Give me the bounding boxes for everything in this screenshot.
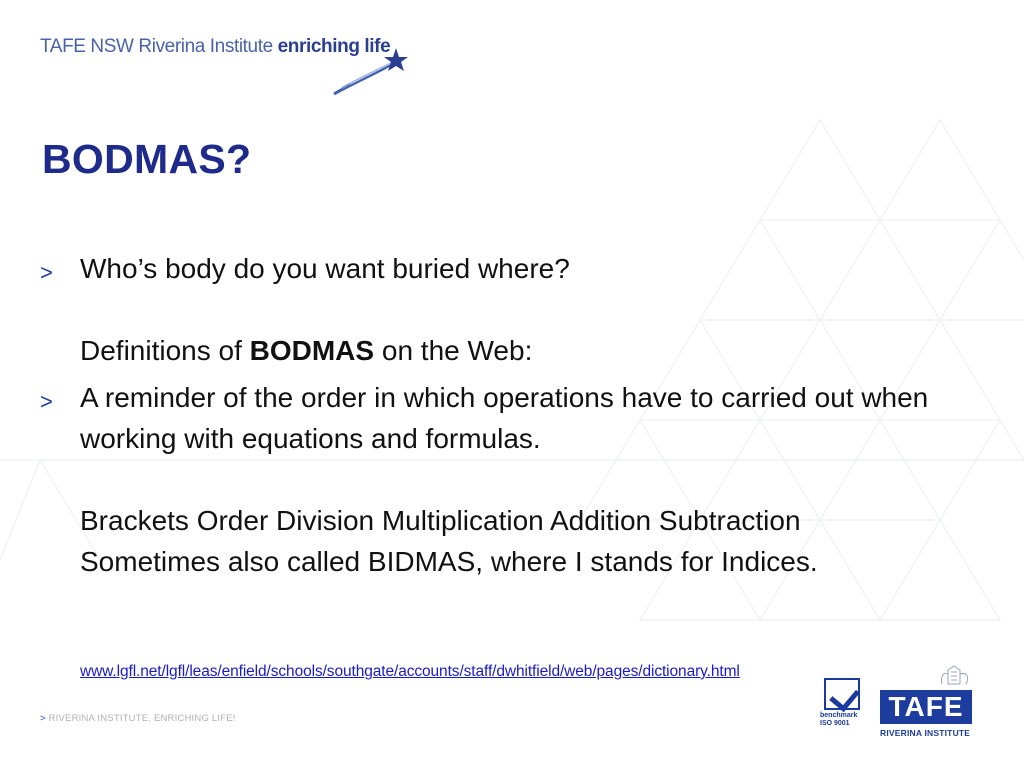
- bullet-text: Who’s body do you want buried where?: [80, 253, 570, 284]
- bullet-item: [40, 248, 940, 289]
- bullet-marker: >: [40, 260, 53, 285]
- iso-brand: benchmark: [820, 712, 858, 719]
- institute-label: TAFE NSW Riverina Institute: [40, 36, 273, 57]
- iso-9001-logo: [820, 678, 870, 748]
- checkmark-icon: [824, 678, 860, 710]
- source-link[interactable]: www.lgfl.net/lgfl/leas/enfield/schools/southgate/accounts/staff/dwhitfield/web/pages/dictionary.html: [80, 663, 740, 680]
- institute-tagline: enriching life: [277, 36, 391, 57]
- bidmas-note: Sometimes also called BIDMAS, where I stands for Indices.: [80, 546, 818, 577]
- star-swoosh-icon: [330, 40, 410, 98]
- tafe-wordmark: TAFE: [880, 690, 972, 724]
- slide-title: BODMAS?: [42, 136, 252, 182]
- bullet-marker: >: [40, 389, 53, 414]
- footer-marker: >: [40, 713, 46, 724]
- iso-standard: ISO 9001: [820, 720, 850, 727]
- slide-footer: [40, 713, 236, 724]
- slide-body: [40, 248, 940, 582]
- definitions-keyword: BODMAS: [249, 335, 375, 366]
- tafe-subtitle: RIVERINA INSTITUTE: [880, 728, 971, 738]
- tafe-nsw-logo: [880, 660, 976, 740]
- definitions-heading: Definitions of BODMAS on the Web:: [80, 335, 533, 366]
- footer-text: RIVERINA INSTITUTE. ENRICHING LIFE!: [48, 713, 236, 724]
- bullet-text: A reminder of the order in which operations have to carried out when working with equations and formulas.: [80, 382, 929, 454]
- logo-group: [800, 660, 990, 750]
- acronym-expansion: Brackets Order Division Multiplication Addition Subtraction: [80, 505, 801, 536]
- institute-header: [40, 34, 440, 94]
- bullet-item: [40, 377, 940, 459]
- crest-icon: [938, 662, 972, 686]
